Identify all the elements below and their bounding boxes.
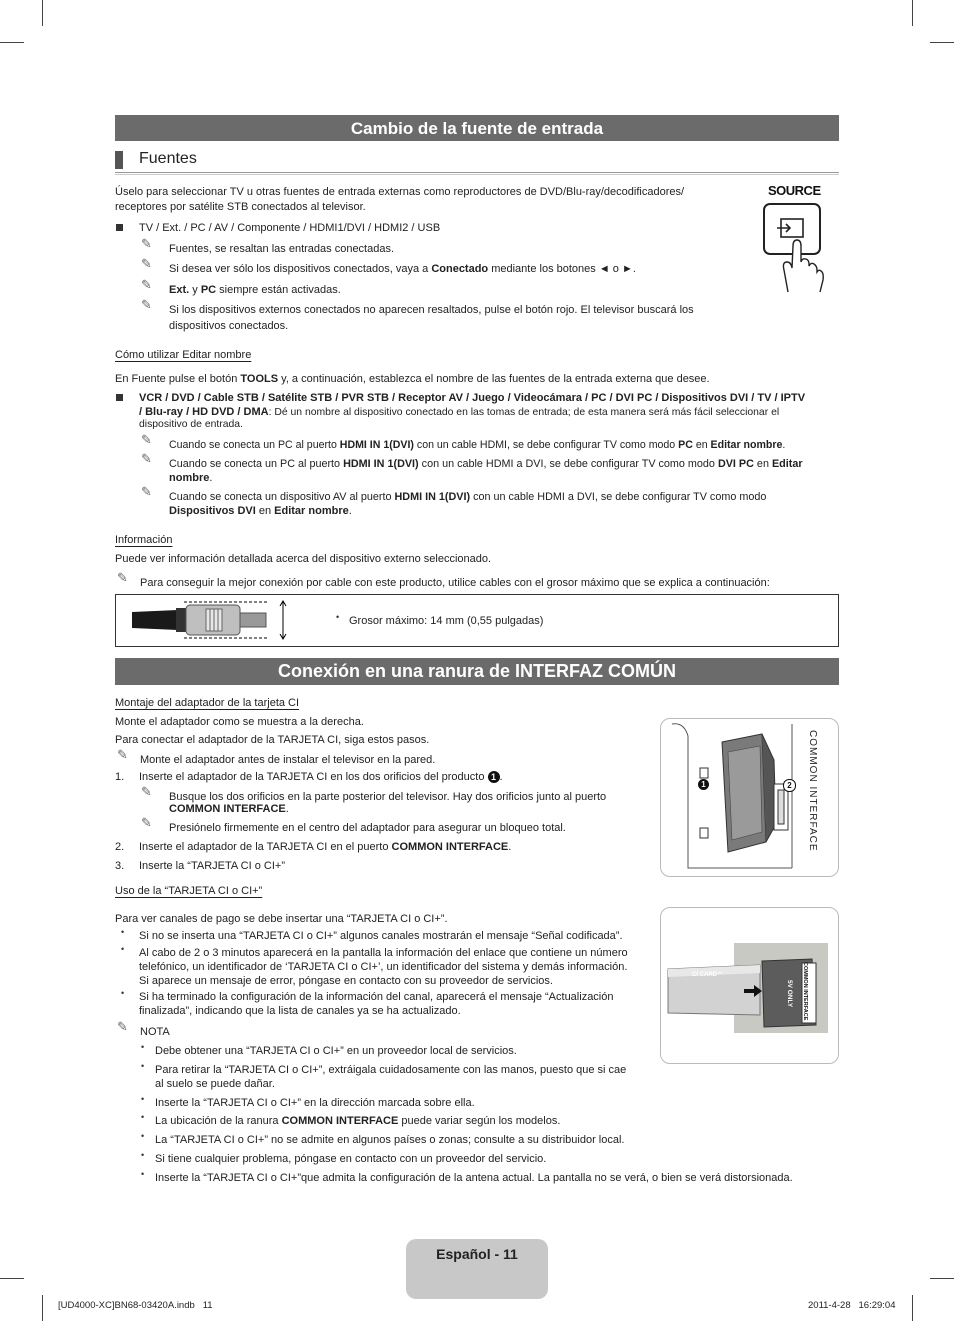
5v-only-label: 5V ONLY: [786, 980, 793, 1008]
list-item: Inserte la “TARJETA CI o CI+” en la dirección marcada sobre ella.: [155, 1097, 475, 1109]
number-circle-icon: 1: [488, 771, 500, 783]
ci-card-illustration-icon: [662, 909, 836, 1061]
bullet-icon: •: [336, 612, 340, 622]
bullet-icon: •: [121, 988, 125, 998]
step: Inserte la “TARJETA CI o CI+”: [139, 860, 285, 872]
bullet-icon: •: [121, 927, 125, 937]
divider: [115, 172, 839, 173]
note-pencil-icon: ✎: [117, 1019, 128, 1034]
list-item: telefónico, un identificador de ‘TARJETA CI o CI+’, un identificador del sistema y demás información.: [139, 961, 628, 973]
bullet-icon: •: [121, 944, 125, 954]
note: nombre.: [169, 472, 213, 484]
bullet-icon: •: [141, 1061, 145, 1071]
heading-informacion: Información: [115, 534, 173, 546]
note: Si desea ver sólo los dispositivos conectados, vaya a Conectado mediante los botones ◄ o ►.: [169, 263, 636, 275]
divider: [115, 174, 839, 175]
note: Cuando se conecta un dispositivo AV al puerto HDMI IN 1(DVI) con un cable HDMI a DVI, se debe configurar TV como modo: [169, 491, 767, 503]
note: Para conseguir la mejor conexión por cable con este producto, utilice cables con el grosor máximo que se explica a continuación:: [140, 577, 770, 589]
number-circle-icon: 2: [783, 779, 796, 792]
bullet-icon: •: [141, 1131, 145, 1141]
square-bullet-icon: [116, 394, 123, 401]
bullet-icon: •: [141, 1094, 145, 1104]
section-title: Cambio de la fuente de entrada: [350, 119, 604, 138]
note-pencil-icon: ✎: [117, 747, 128, 762]
list-item: Si tiene cualquier problema, póngase en contacto con un proveedor del servicio.: [155, 1153, 547, 1165]
note: Ext. y PC siempre están activadas.: [169, 284, 341, 296]
common-interface-label: COMMON INTERFACE: [807, 730, 818, 852]
list-item: TV / Ext. / PC / AV / Componente / HDMI1/DVI / HDMI2 / USB: [139, 222, 441, 234]
crop-mark: [0, 42, 24, 43]
list-item: Al cabo de 2 o 3 minutos aparecerá en la pantalla la información del enlace que contiene un número: [139, 947, 628, 959]
note-pencil-icon: ✎: [141, 277, 152, 292]
note-pencil-icon: ✎: [141, 784, 152, 799]
paragraph: receptores por satélite STB conectados al televisor.: [115, 201, 366, 213]
note-pencil-icon: ✎: [141, 432, 152, 447]
section-title-bar: [115, 658, 839, 685]
bullet-icon: •: [141, 1150, 145, 1160]
note: Si los dispositivos externos conectados no aparecen resaltados, pulse el botón rojo. El televisor buscará los: [169, 304, 694, 316]
list-item: finalizada”, indicando que la lista de canales ya se ha actualizado.: [139, 1005, 461, 1017]
list-item: / Blu-ray / HD DVD / DMA: Dé un nombre al dispositivo conectado en las tomas de entrada; de esta manera será más fácil seleccionar el: [139, 406, 780, 418]
note: Monte el adaptador antes de instalar el televisor en la pared.: [140, 754, 436, 766]
crop-mark: [42, 0, 43, 26]
square-bullet-icon: [116, 224, 123, 231]
note-pencil-icon: ✎: [141, 256, 152, 271]
list-item: Si aparece un mensaje de error, póngase en contacto con su proveedor de servicios.: [139, 975, 553, 987]
source-button-hand-icon: [760, 200, 830, 296]
paragraph: Monte el adaptador como se muestra a la derecha.: [115, 716, 364, 728]
heading-montaje: Montaje del adaptador de la tarjeta CI: [115, 697, 300, 709]
paragraph: Úselo para seleccionar TV u otras fuentes de entrada externas como reproductores de DVD/Blu-ray/decodificadores/: [115, 186, 685, 198]
note-pencil-icon: ✎: [141, 815, 152, 830]
note: dispositivos conectados.: [169, 320, 289, 332]
paragraph: Puede ver información detallada acerca del dispositivo externo seleccionado.: [115, 553, 492, 565]
print-date: 2011-4-28 16:29:04: [808, 1300, 896, 1311]
crop-mark: [42, 1295, 43, 1321]
crop-mark: [912, 1295, 913, 1321]
note-pencil-icon: ✎: [141, 484, 152, 499]
number-circle-icon: 1: [698, 779, 709, 790]
subheading-marker: [115, 151, 123, 169]
source-label: SOURCE: [768, 183, 821, 198]
crop-mark: [930, 1278, 954, 1279]
note: Cuando se conecta un PC al puerto HDMI IN 1(DVI) con un cable HDMI a DVI, se debe configurar TV como modo DVI PC en Editar: [169, 458, 803, 470]
step-number: 2.: [115, 841, 125, 853]
list-item: Para retirar la “TARJETA CI o CI+”, extráigala cuidadosamente con las manos, puesto que si cae: [155, 1064, 627, 1076]
step-number: 1.: [115, 771, 125, 783]
note: Dispositivos DVI en Editar nombre.: [169, 505, 352, 517]
note-pencil-icon: ✎: [141, 297, 152, 312]
note-pencil-icon: ✎: [117, 570, 128, 585]
crop-mark: [930, 42, 954, 43]
common-interface-label: COMMON INTERFACE: [802, 962, 808, 1021]
note-pencil-icon: ✎: [141, 236, 152, 251]
bullet-icon: •: [141, 1169, 145, 1179]
step-number: 3.: [115, 860, 125, 872]
heading-editar-nombre: Cómo utilizar Editar nombre: [115, 349, 252, 361]
list-item: Si no se inserta una “TARJETA CI o CI+” algunos canales mostrarán el mensaje “Señal codificada”.: [139, 930, 623, 942]
subheading: Fuentes: [139, 150, 197, 167]
note: Fuentes, se resaltan las entradas conectadas.: [169, 243, 395, 255]
paragraph: En Fuente pulse el botón TOOLS y, a continuación, establezca el nombre de las fuentes de la entrada externa que desee.: [115, 373, 710, 385]
note: Presiónelo firmemente en el centro del adaptador para asegurar un bloqueo total.: [169, 822, 566, 834]
note: Cuando se conecta un PC al puerto HDMI IN 1(DVI) con un cable HDMI, se debe configurar TV como modo PC en Editar nombre.: [169, 439, 786, 451]
section-title-bar: [115, 115, 839, 141]
cable-illustration-icon: [128, 600, 293, 640]
ci-card-label: CI CARD™: [692, 972, 723, 978]
list-item: dispositivo de entrada.: [139, 419, 243, 430]
file-info: [UD4000-XC]BN68-03420A.indb 11: [58, 1300, 213, 1311]
note-heading: NOTA: [140, 1026, 170, 1038]
heading-uso-tarjeta: Uso de la “TARJETA CI o CI+”: [115, 885, 263, 897]
page-number: Español - 11: [436, 1246, 518, 1262]
list-item: VCR / DVD / Cable STB / Satélite STB / PVR STB / Receptor AV / Juego / Videocámara / PC / DVI PC / Dispositivos DVI / TV / IPTV: [139, 392, 806, 404]
note-pencil-icon: ✎: [141, 451, 152, 466]
list-item: Si ha terminado la configuración de la información del canal, aparecerá el mensaje “Actualización: [139, 991, 614, 1003]
list-item: La ubicación de la ranura COMMON INTERFACE puede variar según los modelos.: [155, 1115, 561, 1127]
bullet-icon: •: [141, 1042, 145, 1052]
paragraph: Para conectar el adaptador de la TARJETA CI, siga estos pasos.: [115, 734, 430, 746]
list-item: La “TARJETA CI o CI+” no se admite en algunos países o zonas; consulte a su distribuidor local.: [155, 1134, 625, 1146]
crop-mark: [912, 0, 913, 26]
note: Busque los dos orificios en la parte posterior del televisor. Hay dos orificios junto al puerto: [169, 791, 607, 803]
list-item: al suelo se puede dañar.: [155, 1078, 275, 1090]
step: Inserte el adaptador de la TARJETA CI en el puerto COMMON INTERFACE.: [139, 841, 512, 853]
list-item: Debe obtener una “TARJETA CI o CI+” en un proveedor local de servicios.: [155, 1045, 517, 1057]
list-item: Inserte la “TARJETA CI o CI+”que admita la configuración de la antena actual. La pantalla no se verá, o bien se verá distorsionada.: [155, 1172, 793, 1184]
cable-spec-text: Grosor máximo: 14 mm (0,55 pulgadas): [349, 615, 544, 627]
note: COMMON INTERFACE.: [169, 803, 289, 815]
paragraph: Para ver canales de pago se debe insertar una “TARJETA CI o CI+”.: [115, 913, 448, 925]
crop-mark: [0, 1278, 24, 1279]
bullet-icon: •: [141, 1112, 145, 1122]
section-title: Conexión en una ranura de INTERFAZ COMÚN: [277, 661, 677, 681]
step: Inserte el adaptador de la TARJETA CI en los dos orificios del producto 1 .: [139, 771, 503, 783]
